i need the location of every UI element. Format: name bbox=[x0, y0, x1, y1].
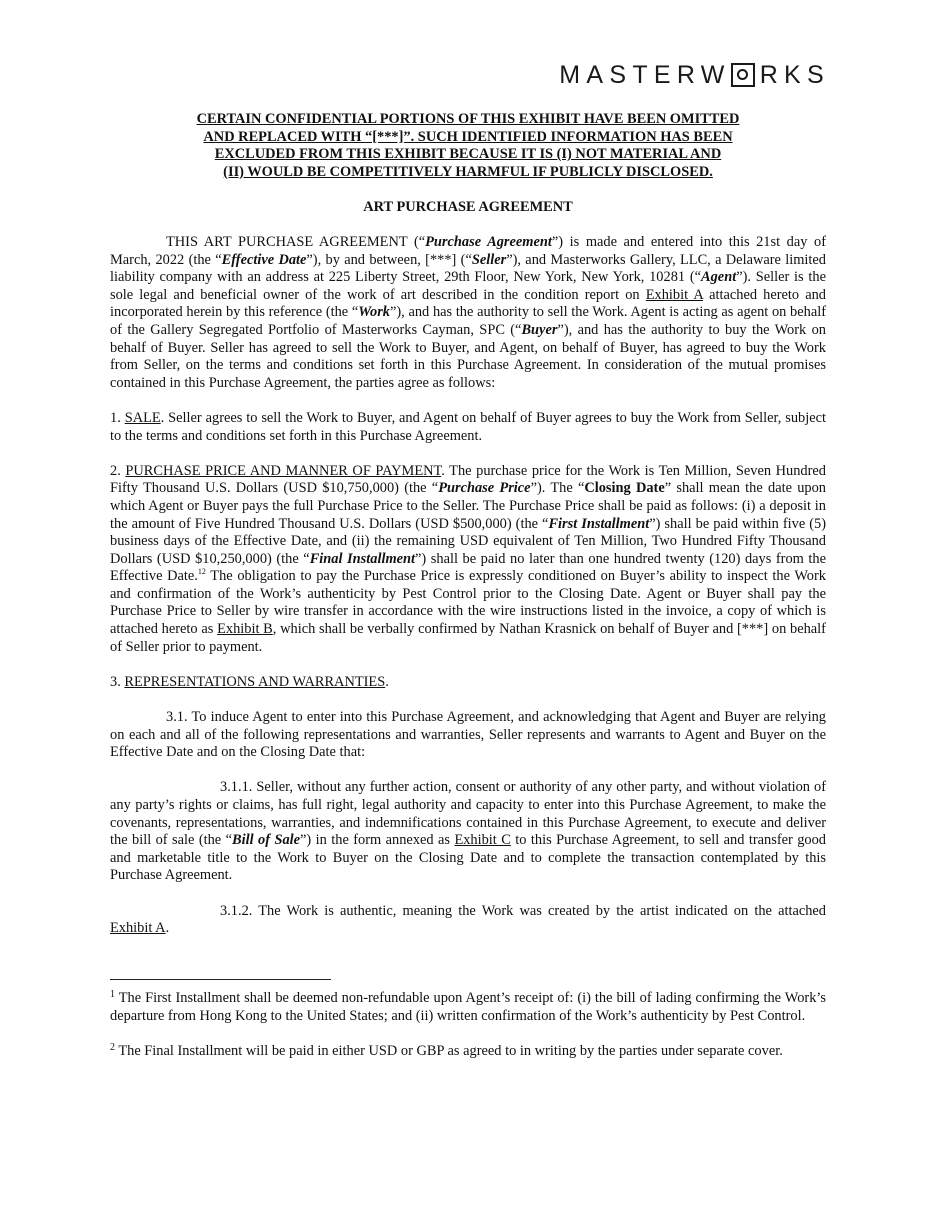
text: . Seller agrees to sell the Work to Buyer, and Agent on behalf of Buyer agrees to buy the Work from Seller, subject to the terms and conditions set forth in this Purchase Agreement. bbox=[110, 409, 827, 444]
text: ”). Seller is the sole legal and beneficial owner of the work of art described in the condition report on bbox=[110, 269, 826, 303]
text: ”), and Masterworks Gallery, LLC, a Delaware limited liability company with an address at 225 Liberty Street, 29th Floor, New York, New York, 10281 (“ bbox=[110, 251, 826, 286]
text: THIS ART PURCHASE AGREEMENT (“ bbox=[166, 234, 426, 250]
document-title: ART PURCHASE AGREEMENT bbox=[363, 199, 573, 215]
defined-term: Buyer bbox=[521, 321, 558, 338]
section-heading: PURCHASE PRICE AND MANNER OF PAYMENT bbox=[125, 462, 442, 479]
defined-term: Purchase Agreement bbox=[425, 234, 552, 250]
notice-line: CERTAIN CONFIDENTIAL PORTIONS OF THIS EXHIBIT HAVE BEEN OMITTED bbox=[196, 111, 740, 127]
defined-term: Closing Date bbox=[584, 480, 665, 497]
text: The obligation to pay the Purchase Price is expressly conditioned on Buyer’s ability to inspect the Work and confirmation of the Work’s authenticity by Pest Control prior to the Closing Date. Agent or Buyer shall pay the Purchase Price to Seller by wire transfer in accordance with the wire instructions listed in the invoice, a copy of which is attached hereto as bbox=[110, 568, 826, 638]
footnote-separator bbox=[110, 979, 331, 980]
text: , which shall be verbally confirmed by Nathan Krasnick on behalf of Buyer and [***] on behalf of Seller prior to payment. bbox=[110, 621, 826, 655]
logo-text-start: MASTERW bbox=[559, 61, 731, 90]
defined-term: Effective Date bbox=[221, 251, 307, 268]
section-1-sale bbox=[110, 410, 826, 445]
section-3-1: 3.1. To induce Agent to enter into this Purchase Agreement, and acknowledging that Agent and Buyer are relying on each and all of the following representations and warranties, Seller represents and warrants to Agent and Buyer on the Effective Date and on the Closing Date that: bbox=[110, 709, 826, 761]
footnotes bbox=[110, 990, 826, 1078]
text: ”), and has the authority to buy the Work on behalf of Buyer. Seller has agreed to sell the Work to Buyer, and Agent, on behalf of Buyer, has agreed to buy the Work from Seller, on the terms and conditions set forth in this Purchase Agreement. In consideration of the mutual promises contained in this Purchase Agreement, the parties agree as follows: bbox=[110, 321, 826, 391]
exhibit-reference: Exhibit B bbox=[217, 621, 273, 638]
footnote-marker: 12 bbox=[197, 567, 206, 577]
section-number: 1. bbox=[110, 409, 125, 426]
section-number: 3. bbox=[110, 673, 125, 690]
text: ”). The “ bbox=[530, 480, 585, 497]
section-2-purchase-price bbox=[110, 463, 826, 657]
text: ”), by and between, [***] (“ bbox=[306, 251, 472, 268]
section-heading: SALE bbox=[124, 409, 161, 426]
text: . The purchase price for the Work is Ten Million, Seven Hundred Fifty Thousand U.S. Dollars (USD $10,750,000) (the “ bbox=[110, 462, 826, 497]
text: . bbox=[385, 673, 389, 690]
notice-line: (II) WOULD BE COMPETITIVELY HARMFUL IF PUBLICLY DISCLOSED. bbox=[223, 163, 713, 180]
notice-line: AND REPLACED WITH “[***]”. SUCH IDENTIFIED INFORMATION HAS BEEN bbox=[203, 128, 733, 145]
notice-line: EXCLUDED FROM THIS EXHIBIT BECAUSE IT IS (I) NOT MATERIAL AND bbox=[214, 146, 722, 163]
text: ”), and has the authority to sell the Work. Agent is acting as agent on behalf of the Gallery Segregated Portfolio of Masterworks Cayman, SPC (“ bbox=[110, 304, 826, 338]
defined-term: Purchase Price bbox=[438, 480, 531, 497]
footnote-number: 2 bbox=[110, 1041, 115, 1053]
text: 3.1.1. Seller, without any further action, consent or authority of any other party, and without violation of any party’s rights or claims, has full right, legal authority and capacity to enter into this Purchase Agreement, to make the covenants, representations, warranties, and indemnifications contained in this Purchase Agreement, to execute and deliver the bill of sale (the “ bbox=[110, 779, 826, 849]
section-3-1-1 bbox=[110, 779, 826, 885]
confidentiality-notice bbox=[110, 111, 826, 181]
logo-o-box-icon bbox=[731, 63, 755, 87]
exhibit-reference: Exhibit A bbox=[110, 920, 166, 937]
text: ” shall mean the date upon which Agent or Buyer pays the full Purchase Price to the Seller. The Purchase Price shall be paid as follows: (i) a deposit in the amount of Five Hundred Thousand U.S. Dollars (USD $500,000) (the “ bbox=[110, 480, 826, 532]
text: ”) is made and entered into this 21st day of March, 2022 (the “ bbox=[110, 234, 826, 268]
text: attached hereto and incorporated herein by this reference (the “ bbox=[110, 286, 826, 321]
defined-term: Bill of Sale bbox=[232, 832, 301, 849]
logo-text-end: RKS bbox=[759, 61, 830, 90]
section-3-representations bbox=[110, 674, 826, 692]
text: . bbox=[165, 920, 170, 937]
agreement-body bbox=[110, 234, 826, 955]
section-heading: REPRESENTATIONS AND WARRANTIES bbox=[124, 673, 386, 690]
masterworks-logo bbox=[536, 60, 830, 92]
defined-term: Seller bbox=[471, 251, 507, 268]
exhibit-reference: Exhibit C bbox=[454, 832, 511, 849]
section-3-1-2 bbox=[110, 903, 826, 938]
defined-term: First Installment bbox=[548, 515, 650, 532]
section-number: 2. bbox=[110, 462, 126, 479]
exhibit-reference: Exhibit A bbox=[645, 286, 703, 303]
footnote bbox=[110, 1043, 826, 1061]
defined-term: Work bbox=[358, 304, 390, 321]
intro-paragraph bbox=[110, 234, 826, 392]
text: ”) shall be paid no later than one hundred twenty (120) days from the Effective Date. bbox=[110, 550, 827, 585]
defined-term: Agent bbox=[701, 269, 737, 286]
footnote-text: The First Installment shall be deemed non-refundable upon Agent’s receipt of: (i) the bill of lading confirming the Work’s departure from Hong Kong to the United States; and (ii) written confirmation of the Work’s authenticity by Pest Control. bbox=[110, 990, 826, 1024]
defined-term: Final Installment bbox=[309, 550, 416, 567]
text: ”) shall be paid within five (5) business days of the Effective Date, and (ii) the remaining USD equivalent of Ten Million, Two Hundred Fifty Thousand Dollars (USD $10,250,000) (the “ bbox=[110, 515, 826, 567]
text: to this Purchase Agreement, to sell and transfer good and marketable title to the Work to Buyer on the Closing Date and to complete the transaction contemplated by this Purchase Agreement. bbox=[110, 832, 826, 884]
text: 3.1.2. The Work is authentic, meaning the Work was created by the artist indicated on the attached bbox=[220, 902, 826, 919]
footnote bbox=[110, 990, 826, 1025]
footnote-number: 1 bbox=[110, 989, 115, 1000]
footnote-text: The Final Installment will be paid in either USD or GBP as agreed to in writing by the parties under separate cover. bbox=[115, 1042, 783, 1059]
text: ”) in the form annexed as bbox=[300, 832, 455, 849]
